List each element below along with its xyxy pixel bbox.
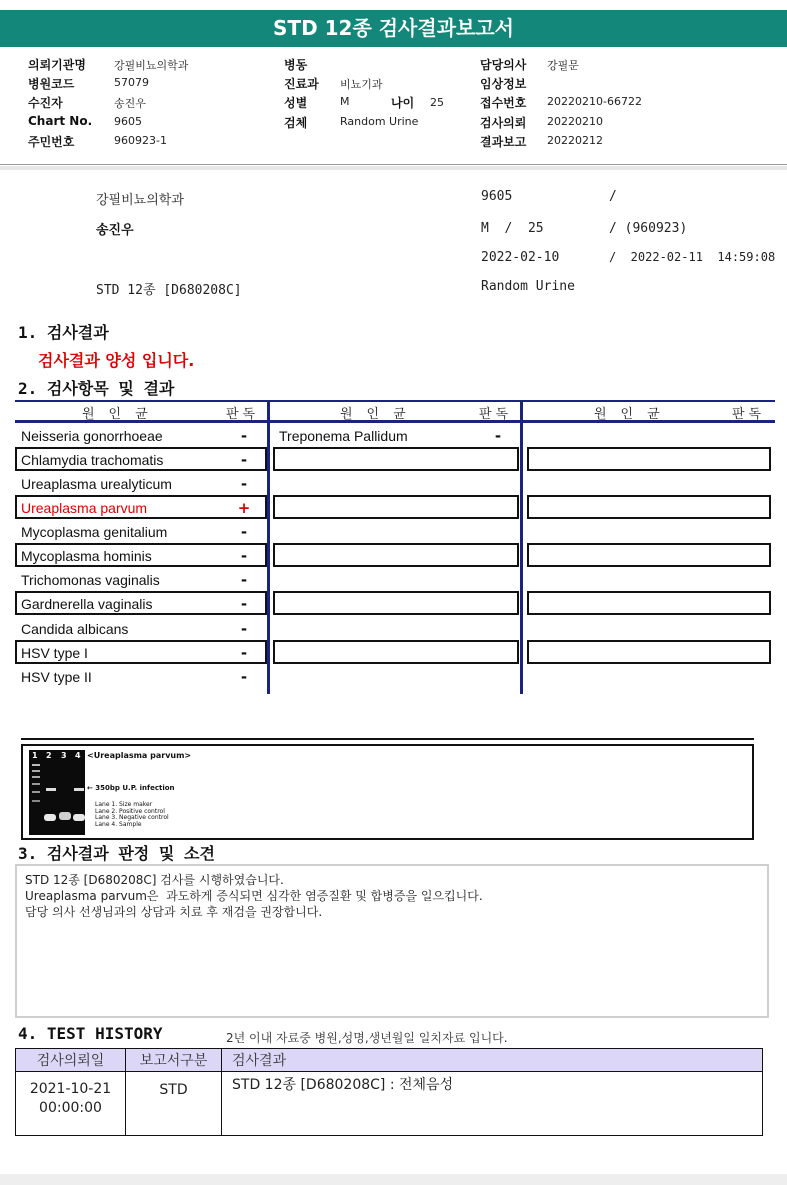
table-top-line xyxy=(15,400,775,402)
history-note: 2년 이내 자료중 병원,성명,생년월일 일치자료 입니다. xyxy=(226,1031,508,1045)
header-field-value: 강필비뇨의학과 xyxy=(114,59,189,72)
result-name: Treponema Pallidum xyxy=(279,428,408,444)
result-value: + xyxy=(237,499,251,517)
sample-band xyxy=(74,788,84,791)
header-field xyxy=(284,94,484,113)
header-field-label: 접수번호 xyxy=(480,96,527,111)
header-field-label: 검사의뢰 xyxy=(480,115,527,130)
gel-electrophoresis-image xyxy=(29,750,85,835)
header-field-value: Random Urine xyxy=(340,114,419,128)
opinion-line: Ureaplasma parvum은 과도하게 증식되면 심각한 염증질환 및 합병증을 일으킵니다. xyxy=(25,889,483,903)
header-field xyxy=(480,56,780,75)
result-row-box xyxy=(273,591,519,615)
header-middle xyxy=(284,56,484,133)
result-name: Neisseria gonorrhoeae xyxy=(21,428,163,444)
info-chart-no: 9605 xyxy=(481,189,513,204)
primer-dimer-band xyxy=(59,812,71,820)
header-field xyxy=(284,56,484,75)
gel-lane-label: 2 xyxy=(46,751,52,760)
result-row-box xyxy=(527,640,771,664)
result-value: - xyxy=(240,451,248,469)
header-field-label: 결과보고 xyxy=(480,134,527,149)
section1-title: 1. 검사결과 xyxy=(18,323,109,342)
header-field-label: 임상정보 xyxy=(480,77,527,92)
primer-dimer-band xyxy=(44,814,56,821)
gel-legend-item: Lane 1. Size maker xyxy=(95,801,153,808)
info-slash: / xyxy=(609,189,617,204)
history-header-type: 보고서구분 xyxy=(126,1049,222,1072)
info-hospital: 강필비뇨의학과 xyxy=(96,193,184,208)
header-field xyxy=(28,56,278,75)
result-row-box xyxy=(527,447,771,471)
opinion-line: 담당 의사 선생님과의 상담과 치료 후 재검을 권장합니다. xyxy=(25,905,323,919)
header-field xyxy=(284,114,484,133)
header-field-label: Chart No. xyxy=(28,113,93,128)
result-name: Gardnerella vaginalis xyxy=(21,596,153,612)
header-field-value: 강필문 xyxy=(547,59,579,72)
positive-control-band xyxy=(46,788,56,791)
header-field-value: M xyxy=(340,95,350,109)
col2-judge-header: 판독 xyxy=(479,407,513,422)
result-name: Mycoplasma hominis xyxy=(21,548,152,564)
gel-legend-item: Lane 2. Positive control xyxy=(95,807,165,815)
header-field-value: 20220212 xyxy=(547,133,603,147)
age-label: 나이 xyxy=(391,96,415,110)
ladder-band xyxy=(32,791,40,793)
ladder-band xyxy=(32,776,40,778)
result-name: Ureaplasma parvum xyxy=(21,500,148,516)
header-field xyxy=(480,114,780,133)
gel-legend-item: Lane 4. Sample xyxy=(95,820,142,828)
header-field-label: 검체 xyxy=(284,115,308,130)
ladder-band xyxy=(32,783,40,785)
result-row-box xyxy=(527,495,771,519)
header-divider-shadow xyxy=(0,166,787,170)
header-field-label: 의뢰기관명 xyxy=(28,58,86,72)
result-row-box xyxy=(527,543,771,567)
header-field-label: 수진자 xyxy=(28,96,63,111)
result-value: - xyxy=(240,571,248,589)
col-divider-1 xyxy=(267,400,270,694)
history-date-time: 00:00:00 xyxy=(39,1100,102,1116)
header-field xyxy=(480,133,780,152)
result-value: - xyxy=(240,620,248,638)
header-field-label: 진료과 xyxy=(284,77,319,92)
header-field xyxy=(28,94,278,113)
header-divider xyxy=(0,164,787,165)
section4-title: 4. TEST HISTORY xyxy=(18,1024,163,1043)
header-field xyxy=(480,94,780,113)
gel-lane-label: 1 xyxy=(32,751,38,760)
col3-judge-header: 판독 xyxy=(732,407,766,422)
header-field xyxy=(28,133,278,152)
result-value: - xyxy=(240,595,248,613)
result-value: - xyxy=(240,547,248,565)
age-value: 25 xyxy=(430,96,444,109)
result-value: - xyxy=(240,668,248,686)
history-header-result: 검사결과 xyxy=(222,1049,763,1072)
ladder-band xyxy=(32,764,40,766)
header-field-label: 병동 xyxy=(284,58,308,72)
info-test-name: STD 12종 [D680208C] xyxy=(96,283,242,298)
opinion-line: STD 12종 [D680208C] 검사를 시행하였습니다. xyxy=(25,873,284,887)
result-name: HSV type II xyxy=(21,669,92,685)
result-name: Chlamydia trachomatis xyxy=(21,452,164,468)
header-field xyxy=(28,75,278,94)
header-field-label: 병원코드 xyxy=(28,77,75,92)
result-name: Trichomonas vaginalis xyxy=(21,572,160,588)
col3-header: 원인균 xyxy=(594,407,674,422)
header-field xyxy=(284,75,484,94)
header-field-value: 20220210 xyxy=(547,114,603,128)
history-date-day: 2021-10-21 xyxy=(29,1081,112,1097)
col2-header: 원인균 xyxy=(340,407,420,422)
result-name: Candida albicans xyxy=(21,621,129,637)
history-result: STD 12종 [D680208C] : 전체음성 xyxy=(222,1072,763,1136)
result-name: Mycoplasma genitalium xyxy=(21,524,168,540)
col1-header: 원인균 xyxy=(82,407,162,422)
header-left xyxy=(28,56,278,152)
section2-title: 2. 검사항목 및 결과 xyxy=(18,379,175,398)
info-id: / (960923) xyxy=(609,221,688,236)
gel-image-top-line xyxy=(21,738,754,740)
result-value: - xyxy=(494,427,502,445)
result-value: - xyxy=(240,523,248,541)
col1-judge-header: 판독 xyxy=(226,407,260,422)
result-row-box xyxy=(273,543,519,567)
header-field-value: 송진우 xyxy=(114,97,146,111)
footer-bar xyxy=(0,1174,787,1185)
header-field-value: 비뇨기과 xyxy=(340,78,383,92)
result-name: HSV type I xyxy=(21,645,88,661)
header-field xyxy=(480,75,780,94)
header-field-value: 20220210-66722 xyxy=(547,95,642,109)
header-field-label: 성별 xyxy=(284,96,308,111)
result-name: Ureaplasma urealyticum xyxy=(21,476,172,492)
header-field-label: 담당의사 xyxy=(480,58,527,72)
opinion-box xyxy=(15,864,769,1018)
section3-title: 3. 검사결과 판정 및 소견 xyxy=(18,844,215,863)
result-value: - xyxy=(240,644,248,662)
info-report-datetime: / 2022-02-11 14:59:08 xyxy=(609,250,776,264)
info-specimen: Random Urine xyxy=(481,279,575,294)
report-title: STD 12종 검사결과보고서 xyxy=(0,10,787,47)
gel-legend-item: Lane 3. Negative control xyxy=(95,814,169,821)
history-date xyxy=(16,1072,126,1136)
info-request-date: 2022-02-10 xyxy=(481,250,560,265)
header-right xyxy=(480,56,780,152)
history-table xyxy=(15,1048,763,1136)
positive-result-message: 검사결과 양성 입니다. xyxy=(38,351,195,370)
gel-title: <Ureaplasma parvum> xyxy=(87,751,192,760)
history-type: STD xyxy=(126,1072,222,1136)
gel-legend xyxy=(95,802,169,828)
gel-band-annotation: ← 350bp U.P. infection xyxy=(87,784,175,792)
header-field xyxy=(28,114,278,133)
header-field-value: 9605 xyxy=(114,114,142,128)
result-row-box xyxy=(273,640,519,664)
info-patient-name: 송진우 xyxy=(96,223,134,238)
info-sex-age: M / 25 xyxy=(481,221,544,236)
result-value: - xyxy=(240,475,248,493)
result-row-box xyxy=(527,591,771,615)
header-field-label: 주민번호 xyxy=(28,134,75,149)
history-header-date: 검사의뢰일 xyxy=(16,1049,126,1072)
history-row xyxy=(16,1072,763,1136)
header-field-value: 960923-1 xyxy=(114,133,167,147)
col-divider-2 xyxy=(520,400,523,694)
primer-dimer-band xyxy=(73,814,85,821)
result-row-box xyxy=(273,447,519,471)
result-row-box xyxy=(273,495,519,519)
gel-lane-label: 3 xyxy=(61,751,67,760)
result-value: - xyxy=(240,427,248,445)
ladder-band xyxy=(32,800,40,802)
header-field-value: 57079 xyxy=(114,76,149,90)
ladder-band xyxy=(32,770,40,772)
gel-lane-label: 4 xyxy=(75,751,81,760)
